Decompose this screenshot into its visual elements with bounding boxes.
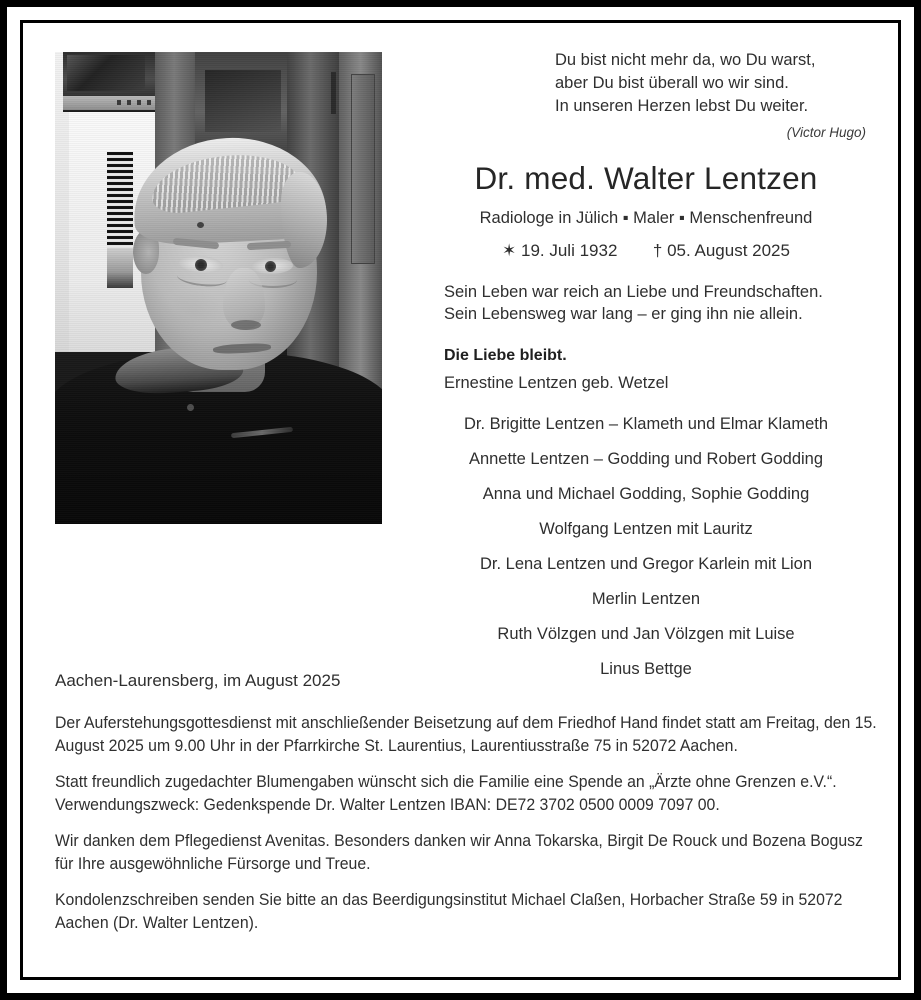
- photo-scene: [55, 52, 382, 524]
- service-paragraph: Der Auferstehungsgottesdienst mit anschließender Beisetzung auf dem Friedhof Hand findet statt am Freitag, den 15. August 2025 um 9.00 Uhr in der Pfarrkirche St. Laurentius, Laurentiusstraße 75 in 52072 Aachen.: [55, 713, 877, 755]
- photo-microwave-button: [137, 100, 141, 105]
- family-member: Ruth Völzgen und Jan Völzgen mit Luise: [497, 625, 795, 643]
- memorial-text-column: [426, 49, 866, 679]
- birth-star-icon: ✶: [502, 241, 517, 260]
- blessing-text: Die Liebe bleibt.: [444, 347, 567, 364]
- condolences-paragraph: Kondolenzschreiben senden Sie bitte an das Beerdigungsinstitut Michael Claßen, Horbacher Straße 59 in 52072 Aachen (Dr. Walter Lentzen).: [55, 890, 843, 932]
- photo-pupil-right: [265, 261, 276, 272]
- photo-microwave-button: [127, 100, 131, 105]
- widow-name: Ernestine Lentzen geb. Wetzel: [444, 374, 669, 392]
- photo-shirt-button: [187, 404, 194, 411]
- cross-icon: †: [652, 241, 663, 260]
- family-member: Dr. Brigitte Lentzen – Klameth und Elmar Klameth: [463, 415, 829, 433]
- life-line-2: Sein Lebensweg war lang – er ging ihn nie allein.: [444, 305, 803, 323]
- life-line-1: Sein Leben war reich an Liebe und Freundschaften.: [444, 283, 823, 301]
- photo-nostril: [231, 320, 261, 330]
- photo-microwave-window: [67, 55, 145, 91]
- family-member: Wolfgang Lentzen mit Lauritz: [539, 520, 753, 538]
- deceased-name: Dr. med. Walter Lentzen: [474, 160, 818, 196]
- frame-gap: [7, 7, 914, 993]
- birth-date: 19. Juli 1932: [521, 241, 618, 260]
- memorial-quote: [426, 49, 866, 118]
- family-member: Dr. Lena Lentzen und Gregor Karlein mit Lion: [479, 555, 813, 573]
- life-summary: [426, 281, 866, 325]
- family-list: [426, 415, 866, 679]
- death-date: 05. August 2025: [667, 241, 790, 260]
- quote-line-1: Du bist nicht mehr da, wo Du warst,: [555, 51, 816, 69]
- photo-microwave-button: [147, 100, 151, 105]
- family-member: Merlin Lentzen: [591, 590, 701, 608]
- photo-microwave-button: [117, 100, 121, 105]
- life-dates: [426, 241, 866, 261]
- photo-cheek: [161, 288, 225, 340]
- photo-vent-lower: [107, 248, 133, 288]
- place-and-date: Aachen-Laurensberg, im August 2025: [55, 671, 341, 690]
- portrait-photo: [55, 52, 382, 524]
- photo-door-recess: [205, 70, 281, 132]
- family-member: Anna und Michael Godding, Sophie Godding: [482, 485, 810, 503]
- notice-inner-border: [20, 20, 901, 980]
- photo-vent-grille: [107, 152, 133, 248]
- photo-mole: [197, 222, 204, 228]
- notice-sheet: [23, 23, 898, 977]
- donation-paragraph: Statt freundlich zugedachter Blumengaben wünscht sich die Familie eine Spende an „Ärzte ohne Grenzen e.V.“. Verwendungszweck: Gedenkspende Dr. Walter Lentzen IBAN: DE72 3702 0500 0009 7097 00.: [55, 772, 837, 814]
- photo-door-hinge: [331, 72, 336, 114]
- thanks-paragraph: Wir danken dem Pflegedienst Avenitas. Besonders danken wir Anna Tokarska, Birgit De Rouck und Bozena Bogusz für Ihre ausgewöhnliche Fürsorge und Treue.: [55, 831, 863, 873]
- funeral-details: [55, 671, 885, 934]
- family-member: Annette Lentzen – Godding und Robert Godding: [468, 450, 824, 468]
- deceased-roles: Radiologe in Jülich ▪ Maler ▪ Menschenfreund: [479, 209, 813, 227]
- family-member: Linus Bettge: [600, 660, 692, 678]
- photo-microwave-panel: [63, 96, 167, 110]
- photo-door-panel: [351, 74, 375, 264]
- quote-line-2: aber Du bist überall wo wir sind.: [555, 74, 789, 92]
- quote-line-3: In unseren Herzen lebst Du weiter.: [555, 97, 809, 115]
- quote-attribution: (Victor Hugo): [786, 125, 866, 140]
